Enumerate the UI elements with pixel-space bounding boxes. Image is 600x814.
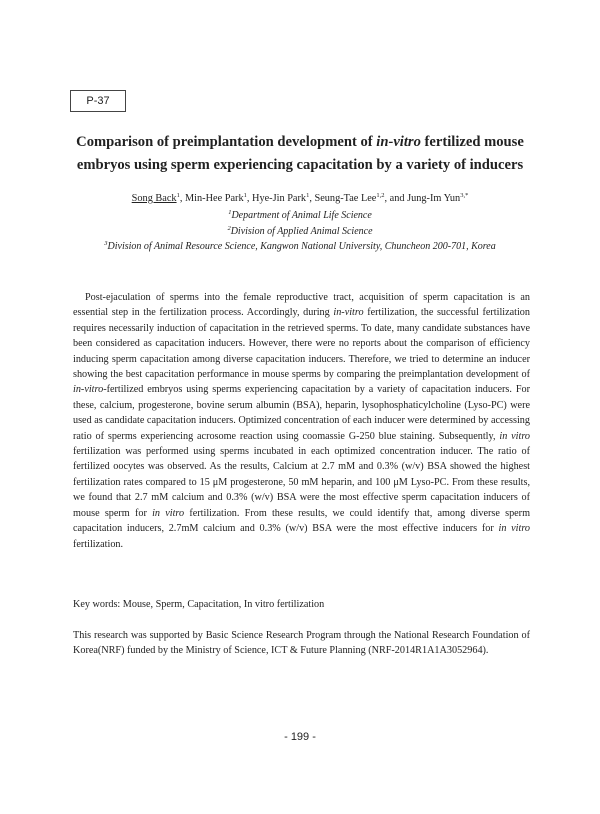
abstract-text: Post-ejaculation of sperms into the female reproductive tract, acquisition of sperm capacitation is an essential step in the fertilization process. Accordingly, during <box>73 292 530 319</box>
author-separator: , <box>309 193 315 204</box>
affiliation-marker: 3 <box>104 240 108 247</box>
abstract-paragraph <box>73 290 530 552</box>
author-name: Seung-Tae Lee <box>314 193 377 204</box>
affiliation-marker: 2 <box>227 225 231 232</box>
title-text: Comparison of preimplantation development of <box>76 134 377 150</box>
author-separator: , and <box>384 193 408 204</box>
affiliation-marker: 1 <box>228 209 232 216</box>
title-text: fertilized mouse <box>420 134 524 150</box>
abstract-italic-term: in vitro <box>152 507 185 519</box>
abstract-text: fertilization. <box>73 538 124 550</box>
author-name: Min-Hee Park <box>184 193 244 204</box>
title-italic-term: in-vitro <box>376 134 421 150</box>
abstract-text: fertilization, the successful fertilization requires necessarily induction of capacitation in the retrieved sperms. To date, many candidate substances have been considered as capacitation inducers. However, there were no reports about the comparison of efficiency inducing sperm capacitation among diverse capacitation inducers. Therefore, we tried to determine an inducer showing the best capacitation performance in mouse sperms by comparing the preimplantation development of <box>73 307 530 381</box>
title-line-1 <box>60 131 540 154</box>
affiliation-text: Department of Animal Life Science <box>231 210 372 221</box>
author-name: Hye-Jin Park <box>252 193 307 204</box>
abstract-text: -fertilized embryos using sperms experiencing capacitation by a variety of capacitation inducers. For these, calcium, progesterone, bovine serum albumin (BSA), heparin, lysophosphaticylcholine (Lyso-PC) were used as candidate capacitation inducers. Optimized concentration of each inducer were determined by accessing ratio of sperms experiencing acrosome reaction using coomassie G-250 blue staining. Subsequently, <box>73 384 530 442</box>
page-number: - 199 - <box>284 731 316 743</box>
author-affiliation-marker: 1,2 <box>376 192 385 199</box>
author-separator: , <box>246 193 253 204</box>
affiliation-2 <box>40 225 560 238</box>
abstract-italic-term: in vitro <box>498 523 530 535</box>
author-affiliation-marker: 3,* <box>460 192 469 199</box>
abstract-text: fertilization was performed using sperms incubated in each optimized concentration inducer. The ratio of fertilized oocytes was observed. As the results, Calcium at 2.7 mM and 0.3% (w/v) BSA showed the highest fertilization rates compared to 15 μM progesterone, 50 mM heparin, and 100 μM Lyso-PC. From these results, we found that 2.7 mM calcium and 0.3% (w/v) BSA were the most effective sperm capacitation inducers of mouse sperm for <box>73 446 530 519</box>
author-affiliation-marker: 1 <box>243 192 247 199</box>
author-name: Jung-Im Yun <box>407 193 461 204</box>
first-author-name: Song Back <box>131 193 177 204</box>
abstract-italic-term: in-vitro <box>73 384 104 396</box>
keywords: Key words: Mouse, Sperm, Capacitation, In vitro fertilization <box>73 599 325 610</box>
abstract-italic-term: in vitro <box>499 430 530 442</box>
affiliation-3 <box>40 240 560 253</box>
abstract-text: fertilization. From these results, we could identify that, among diverse sperm capacitation inducers, 2.7mM calcium and 0.3% (w/v) BSA were the most effective inducers for <box>73 507 530 535</box>
author-list <box>40 192 560 206</box>
presentation-code-box: P-37 <box>70 90 126 112</box>
affiliation-1 <box>40 209 560 222</box>
author-affiliation-marker: 1 <box>176 192 180 199</box>
acknowledgement: This research was supported by Basic Science Research Program through the National Research Foundation of Korea(NRF) funded by the Ministry of Science, ICT & Future Planning (NRF-2014R1A1A3052964). <box>73 630 530 657</box>
author-separator: , <box>179 193 185 204</box>
title-line-2: embryos using sperm experiencing capacitation by a variety of inducers <box>76 157 524 173</box>
affiliation-text: Division of Applied Animal Science <box>230 226 373 237</box>
paper-title <box>60 131 540 177</box>
affiliation-text: Division of Animal Resource Science, Kangwon National University, Chuncheon 200-701, Korea <box>107 241 496 252</box>
abstract-italic-term: in-vitro <box>333 307 364 319</box>
author-affiliation-marker: 1 <box>306 192 310 199</box>
